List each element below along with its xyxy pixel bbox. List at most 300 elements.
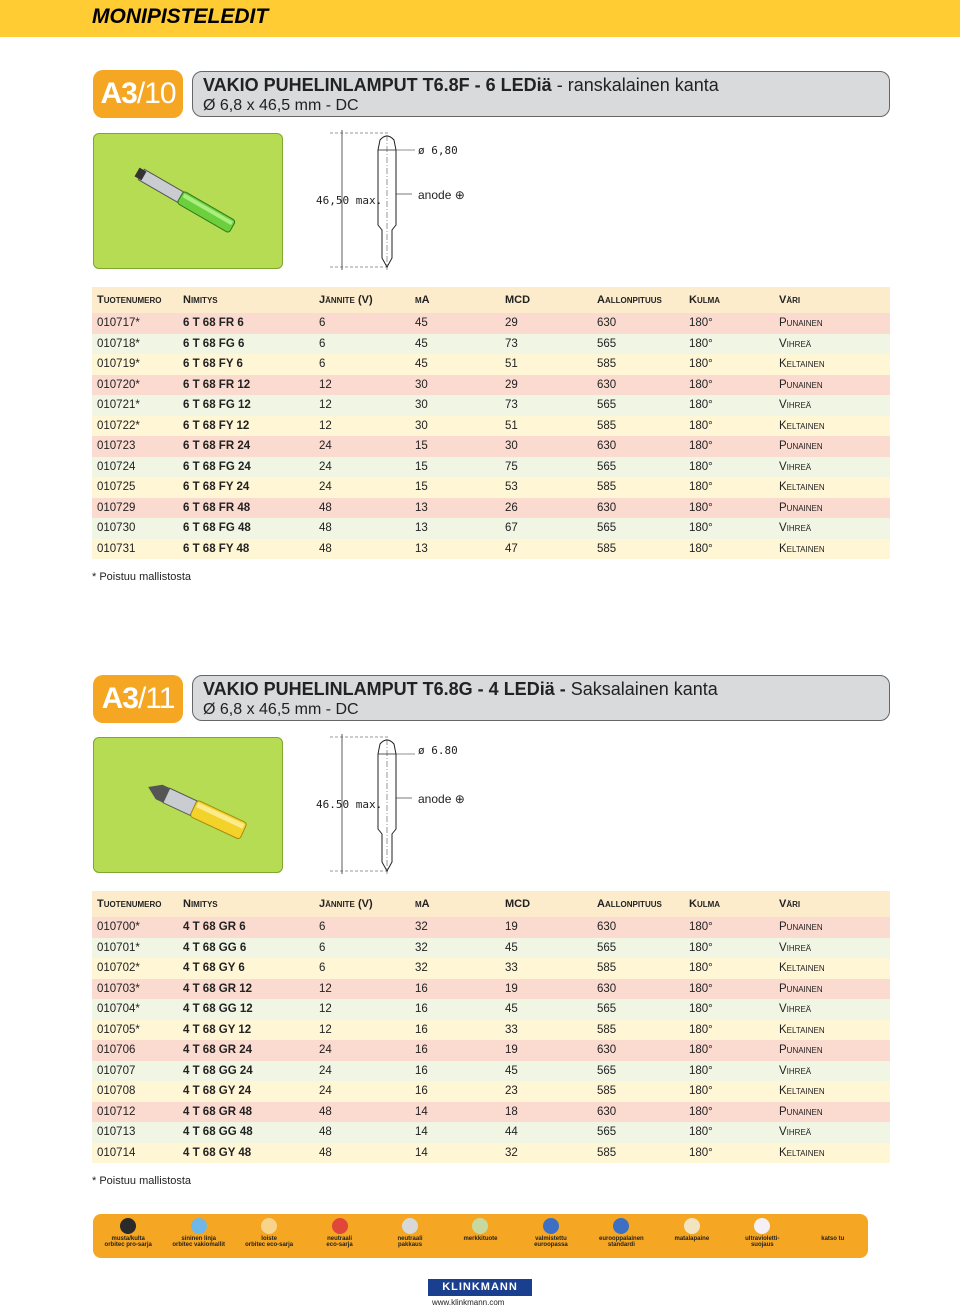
table-cell: 180° <box>684 1061 774 1082</box>
table-cell: 565 <box>592 1122 684 1143</box>
table-cell: Vihreä <box>774 457 890 478</box>
table-cell: 180° <box>684 958 774 979</box>
table-cell: 33 <box>500 1020 592 1041</box>
feature-sublabel: standardi <box>607 1242 635 1248</box>
table-cell: Vihreä <box>774 395 890 416</box>
table-cell: 32 <box>410 917 500 938</box>
section-title-box <box>192 675 890 721</box>
table-cell: 67 <box>500 518 592 539</box>
table-cell: 6 T 68 FG 48 <box>178 518 314 539</box>
table-cell: 16 <box>410 1081 500 1102</box>
length-label: 46.50 max. <box>316 798 383 811</box>
table-cell: 18 <box>500 1102 592 1123</box>
table-cell: 48 <box>314 1122 410 1143</box>
table-cell: 15 <box>410 477 500 498</box>
table-cell: 51 <box>500 416 592 437</box>
table-cell: 24 <box>314 1061 410 1082</box>
table-cell: 4 T 68 GR 24 <box>178 1040 314 1061</box>
black-gold-icon <box>120 1218 136 1234</box>
feature-sublabel: orbitec eco-sarja <box>245 1242 294 1248</box>
spec-table <box>92 891 890 1163</box>
table-cell: Punainen <box>774 375 890 396</box>
feature-label: loiste <box>261 1236 277 1242</box>
feature-item <box>798 1218 868 1242</box>
section-title-rest: - ranskalainen kanta <box>551 75 719 95</box>
table-row <box>92 1040 890 1061</box>
table-row <box>92 395 890 416</box>
table-row <box>92 917 890 938</box>
section-badge <box>93 70 183 118</box>
table-cell: 565 <box>592 938 684 959</box>
spec-table <box>92 287 890 559</box>
table-cell: 180° <box>684 1020 774 1041</box>
table-cell: 6 T 68 FR 24 <box>178 436 314 457</box>
section-title <box>203 678 879 700</box>
table-cell: 180° <box>684 416 774 437</box>
table-cell: 180° <box>684 938 774 959</box>
table-cell: 6 T 68 FR 6 <box>178 313 314 334</box>
table-cell: 4 T 68 GY 6 <box>178 958 314 979</box>
table-cell: 010725 <box>92 477 178 498</box>
feature-item <box>657 1218 727 1242</box>
table-cell: Vihreä <box>774 518 890 539</box>
feature-sublabel: suojaus <box>750 1242 774 1248</box>
column-header: Kulma <box>684 287 774 313</box>
table-cell: 010722* <box>92 416 178 437</box>
feature-item <box>305 1218 375 1248</box>
table-cell: 14 <box>410 1122 500 1143</box>
table-cell: 180° <box>684 498 774 519</box>
section-subtitle: Ø 6,8 x 46,5 mm - DC <box>203 701 359 718</box>
section-title-box <box>192 71 890 117</box>
led-lamp-image <box>94 738 283 873</box>
table-cell: 010704* <box>92 999 178 1020</box>
table-cell: 585 <box>592 416 684 437</box>
table-cell: 010708 <box>92 1081 178 1102</box>
feature-label: katso tu <box>821 1236 845 1242</box>
table-cell: Punainen <box>774 1040 890 1061</box>
table-row <box>92 1122 890 1143</box>
table-cell: 13 <box>410 539 500 560</box>
anode-label: anode ⊕ <box>418 188 465 202</box>
table-cell: 24 <box>314 457 410 478</box>
table-cell: 19 <box>500 1040 592 1061</box>
table-cell: 180° <box>684 375 774 396</box>
table-cell: 30 <box>410 375 500 396</box>
table-cell: Punainen <box>774 979 890 1000</box>
table-cell: 6 <box>314 354 410 375</box>
dimension-drawing <box>300 130 520 270</box>
table-cell: 53 <box>500 477 592 498</box>
table-cell: 45 <box>410 313 500 334</box>
table-cell: 12 <box>314 999 410 1020</box>
table-cell: Keltainen <box>774 1143 890 1164</box>
table-cell: 4 T 68 GG 6 <box>178 938 314 959</box>
feature-item <box>375 1218 445 1248</box>
europe-icon <box>543 1218 559 1234</box>
feature-label: neutraali <box>327 1236 353 1242</box>
table-cell: 180° <box>684 1102 774 1123</box>
section-title-rest: Saksalainen kanta <box>565 679 718 699</box>
website-url: www.klinkmann.com <box>432 1298 505 1307</box>
table-cell: 565 <box>592 1061 684 1082</box>
table-cell: 47 <box>500 539 592 560</box>
table-cell: Keltainen <box>774 539 890 560</box>
table-row <box>92 958 890 979</box>
table-cell: 6 <box>314 313 410 334</box>
table-cell: 010700* <box>92 917 178 938</box>
table-cell: 73 <box>500 395 592 416</box>
badge-sub: /10 <box>136 77 176 110</box>
table-cell: 6 <box>314 938 410 959</box>
brand-icon <box>472 1218 488 1234</box>
column-header: Nimitys <box>178 891 314 917</box>
table-cell: 19 <box>500 917 592 938</box>
table-cell: Punainen <box>774 498 890 519</box>
table-cell: 16 <box>410 1061 500 1082</box>
feature-sublabel: pakkaus <box>398 1242 423 1248</box>
table-cell: Vihreä <box>774 1122 890 1143</box>
table-cell: 6 T 68 FG 6 <box>178 334 314 355</box>
feature-label: valmistettu <box>535 1236 567 1242</box>
table-cell: 6 T 68 FY 48 <box>178 539 314 560</box>
table-row <box>92 375 890 396</box>
feature-item <box>516 1218 586 1248</box>
table-cell: 180° <box>684 1081 774 1102</box>
table-cell: 26 <box>500 498 592 519</box>
table-cell: 24 <box>314 1040 410 1061</box>
table-row <box>92 1143 890 1164</box>
table-cell: 180° <box>684 999 774 1020</box>
footnote: * Poistuu mallistosta <box>92 571 192 583</box>
table-cell: 010718* <box>92 334 178 355</box>
table-cell: 010702* <box>92 958 178 979</box>
table-row <box>92 498 890 519</box>
feature-label: eurooppalainen <box>599 1236 644 1242</box>
table-cell: 180° <box>684 979 774 1000</box>
table-cell: 45 <box>500 1061 592 1082</box>
table-cell: 010713 <box>92 1122 178 1143</box>
table-cell: Keltainen <box>774 958 890 979</box>
feature-sublabel: euroopassa <box>534 1242 568 1248</box>
table-cell: 180° <box>684 917 774 938</box>
table-cell: 15 <box>410 457 500 478</box>
table-cell: 75 <box>500 457 592 478</box>
table-cell: 23 <box>500 1081 592 1102</box>
table-cell: 16 <box>410 999 500 1020</box>
table-cell: 010717* <box>92 313 178 334</box>
table-cell: 180° <box>684 518 774 539</box>
section-title-bold: VAKIO PUHELINLAMPUT T6.8F - 6 LEDiä <box>203 75 552 95</box>
feature-item <box>93 1218 163 1248</box>
table-cell: 180° <box>684 539 774 560</box>
see-also-icon <box>825 1218 841 1234</box>
table-row <box>92 313 890 334</box>
feature-label: ultravioletti- <box>745 1236 780 1242</box>
table-cell: 180° <box>684 1122 774 1143</box>
table-cell: 6 T 68 FG 12 <box>178 395 314 416</box>
table-cell: 48 <box>314 539 410 560</box>
table-cell: 585 <box>592 477 684 498</box>
table-cell: 010719* <box>92 354 178 375</box>
table-row <box>92 354 890 375</box>
badge-main: A3 <box>101 682 138 715</box>
table-cell: 180° <box>684 436 774 457</box>
feature-label: musta/kulta <box>111 1236 145 1242</box>
page-title: MONIPISTELEDIT <box>92 5 269 28</box>
table-cell: 010712 <box>92 1102 178 1123</box>
table-cell: 4 T 68 GY 24 <box>178 1081 314 1102</box>
feature-item <box>445 1218 515 1242</box>
table-cell: 180° <box>684 313 774 334</box>
column-header: mA <box>410 287 500 313</box>
table-cell: 010714 <box>92 1143 178 1164</box>
feature-item <box>234 1218 304 1248</box>
table-cell: 630 <box>592 1040 684 1061</box>
ce-icon <box>613 1218 629 1234</box>
table-cell: 630 <box>592 498 684 519</box>
table-cell: 13 <box>410 498 500 519</box>
column-header: MCD <box>500 891 592 917</box>
section-badge <box>93 675 183 723</box>
footnote: * Poistuu mallistosta <box>92 1175 192 1187</box>
table-cell: 16 <box>410 1040 500 1061</box>
column-header: Kulma <box>684 891 774 917</box>
table-cell: Vihreä <box>774 999 890 1020</box>
table-cell: 010703* <box>92 979 178 1000</box>
table-cell: 010723 <box>92 436 178 457</box>
table-cell: Keltainen <box>774 1020 890 1041</box>
uv-stop-icon <box>754 1218 770 1234</box>
feature-label: sininen linja <box>181 1236 217 1242</box>
table-cell: 30 <box>410 395 500 416</box>
table-cell: 630 <box>592 375 684 396</box>
table-cell: 565 <box>592 334 684 355</box>
table-cell: 180° <box>684 334 774 355</box>
table-cell: 30 <box>410 416 500 437</box>
table-cell: Punainen <box>774 313 890 334</box>
table-cell: 29 <box>500 375 592 396</box>
table-cell: 180° <box>684 1040 774 1061</box>
table-cell: 73 <box>500 334 592 355</box>
table-cell: 6 <box>314 334 410 355</box>
table-row <box>92 1020 890 1041</box>
column-header: Väri <box>774 287 890 313</box>
table-cell: 630 <box>592 979 684 1000</box>
table-cell: 51 <box>500 354 592 375</box>
table-cell: 180° <box>684 395 774 416</box>
column-header: MCD <box>500 287 592 313</box>
table-cell: 15 <box>410 436 500 457</box>
table-cell: 16 <box>410 1020 500 1041</box>
table-cell: Keltainen <box>774 354 890 375</box>
table-cell: 4 T 68 GR 12 <box>178 979 314 1000</box>
low-pressure-icon <box>684 1218 700 1234</box>
table-cell: 4 T 68 GR 48 <box>178 1102 314 1123</box>
table-cell: Keltainen <box>774 416 890 437</box>
klinkmann-logo: KLINKMANN <box>428 1279 532 1296</box>
table-cell: 32 <box>500 1143 592 1164</box>
table-cell: 33 <box>500 958 592 979</box>
table-cell: 44 <box>500 1122 592 1143</box>
table-cell: 4 T 68 GG 12 <box>178 999 314 1020</box>
table-cell: Keltainen <box>774 1081 890 1102</box>
table-row <box>92 457 890 478</box>
table-cell: 48 <box>314 498 410 519</box>
dimension-drawing <box>300 734 520 874</box>
table-cell: 12 <box>314 395 410 416</box>
table-cell: 24 <box>314 436 410 457</box>
diameter-label: ø 6.80 <box>418 744 458 757</box>
table-cell: 48 <box>314 1143 410 1164</box>
table-cell: 6 T 68 FG 24 <box>178 457 314 478</box>
anode-label: anode ⊕ <box>418 792 465 806</box>
table-cell: Keltainen <box>774 477 890 498</box>
product-photo <box>93 133 283 269</box>
table-cell: 12 <box>314 375 410 396</box>
table-cell: 4 T 68 GG 24 <box>178 1061 314 1082</box>
blue-line-icon <box>191 1218 207 1234</box>
table-cell: 6 T 68 FY 12 <box>178 416 314 437</box>
table-cell: 45 <box>500 999 592 1020</box>
table-cell: 180° <box>684 1143 774 1164</box>
table-row <box>92 477 890 498</box>
table-row <box>92 518 890 539</box>
table-cell: Punainen <box>774 436 890 457</box>
section-title-bold: VAKIO PUHELINLAMPUT T6.8G - 4 LEDiä - <box>203 679 566 699</box>
table-cell: 010730 <box>92 518 178 539</box>
table-cell: Vihreä <box>774 938 890 959</box>
table-cell: 6 <box>314 917 410 938</box>
column-header: Jännite (V) <box>314 891 410 917</box>
table-cell: 565 <box>592 518 684 539</box>
length-label: 46,50 max. <box>316 194 383 207</box>
column-header: mA <box>410 891 500 917</box>
table-cell: 180° <box>684 457 774 478</box>
feature-label: neutraali <box>397 1236 423 1242</box>
section-subtitle: Ø 6,8 x 46,5 mm - DC <box>203 97 359 114</box>
table-cell: 010721* <box>92 395 178 416</box>
table-row <box>92 999 890 1020</box>
table-cell: 30 <box>500 436 592 457</box>
table-cell: 585 <box>592 354 684 375</box>
feature-sublabel: eco-sarja <box>326 1242 353 1248</box>
table-row <box>92 979 890 1000</box>
feature-item <box>164 1218 234 1248</box>
table-cell: Punainen <box>774 917 890 938</box>
table-cell: 010705* <box>92 1020 178 1041</box>
section-title <box>203 74 879 96</box>
table-cell: 45 <box>410 334 500 355</box>
feature-item <box>586 1218 656 1248</box>
badge-main: A3 <box>100 77 137 110</box>
table-cell: 6 T 68 FY 24 <box>178 477 314 498</box>
eco-icon <box>332 1218 348 1234</box>
table-cell: 180° <box>684 354 774 375</box>
table-row <box>92 938 890 959</box>
table-cell: 010731 <box>92 539 178 560</box>
top-bar <box>0 0 960 37</box>
table-cell: 32 <box>410 958 500 979</box>
table-cell: 24 <box>314 1081 410 1102</box>
feature-label: merkkituote <box>463 1236 498 1242</box>
table-cell: Vihreä <box>774 1061 890 1082</box>
table-cell: 48 <box>314 518 410 539</box>
table-row <box>92 1081 890 1102</box>
table-cell: 16 <box>410 979 500 1000</box>
table-header-row <box>92 287 890 313</box>
table-cell: 6 T 68 FR 12 <box>178 375 314 396</box>
table-cell: 29 <box>500 313 592 334</box>
table-cell: 32 <box>410 938 500 959</box>
table-cell: 4 T 68 GR 6 <box>178 917 314 938</box>
table-cell: 565 <box>592 457 684 478</box>
table-cell: 19 <box>500 979 592 1000</box>
table-cell: 6 <box>314 958 410 979</box>
table-cell: 14 <box>410 1143 500 1164</box>
table-row <box>92 416 890 437</box>
table-cell: 12 <box>314 416 410 437</box>
feature-item <box>727 1218 797 1248</box>
table-row <box>92 334 890 355</box>
table-cell: 630 <box>592 313 684 334</box>
table-cell: 24 <box>314 477 410 498</box>
glow-icon <box>261 1218 277 1234</box>
table-cell: 585 <box>592 958 684 979</box>
table-cell: 6 T 68 FY 6 <box>178 354 314 375</box>
table-cell: 585 <box>592 1143 684 1164</box>
table-cell: 630 <box>592 917 684 938</box>
table-cell: 565 <box>592 395 684 416</box>
led-lamp-image <box>94 134 283 269</box>
feature-sublabel: orbitec vakiomallit <box>172 1242 226 1248</box>
table-cell: 12 <box>314 979 410 1000</box>
package-icon <box>402 1218 418 1234</box>
table-cell: 565 <box>592 999 684 1020</box>
column-header: Jännite (V) <box>314 287 410 313</box>
table-cell: Vihreä <box>774 334 890 355</box>
feature-sublabel: orbitec pro-sarja <box>104 1242 152 1248</box>
table-cell: 4 T 68 GG 48 <box>178 1122 314 1143</box>
table-cell: Punainen <box>774 1102 890 1123</box>
feature-icon-bar <box>93 1214 868 1258</box>
table-cell: 010729 <box>92 498 178 519</box>
table-cell: 585 <box>592 539 684 560</box>
table-cell: 45 <box>410 354 500 375</box>
table-row <box>92 539 890 560</box>
table-cell: 180° <box>684 477 774 498</box>
badge-sub: /11 <box>137 682 175 715</box>
table-row <box>92 436 890 457</box>
table-cell: 630 <box>592 1102 684 1123</box>
table-cell: 630 <box>592 436 684 457</box>
column-header: Aallonpituus <box>592 287 684 313</box>
feature-label: matalapaine <box>674 1236 710 1242</box>
table-cell: 14 <box>410 1102 500 1123</box>
table-cell: 48 <box>314 1102 410 1123</box>
column-header: Väri <box>774 891 890 917</box>
table-cell: 13 <box>410 518 500 539</box>
table-cell: 010707 <box>92 1061 178 1082</box>
column-header: Tuotenumero <box>92 891 178 917</box>
table-row <box>92 1102 890 1123</box>
table-cell: 6 T 68 FR 48 <box>178 498 314 519</box>
product-photo <box>93 737 283 873</box>
column-header: Nimitys <box>178 287 314 313</box>
diameter-label: ø 6,80 <box>418 144 458 157</box>
table-cell: 585 <box>592 1081 684 1102</box>
table-cell: 12 <box>314 1020 410 1041</box>
